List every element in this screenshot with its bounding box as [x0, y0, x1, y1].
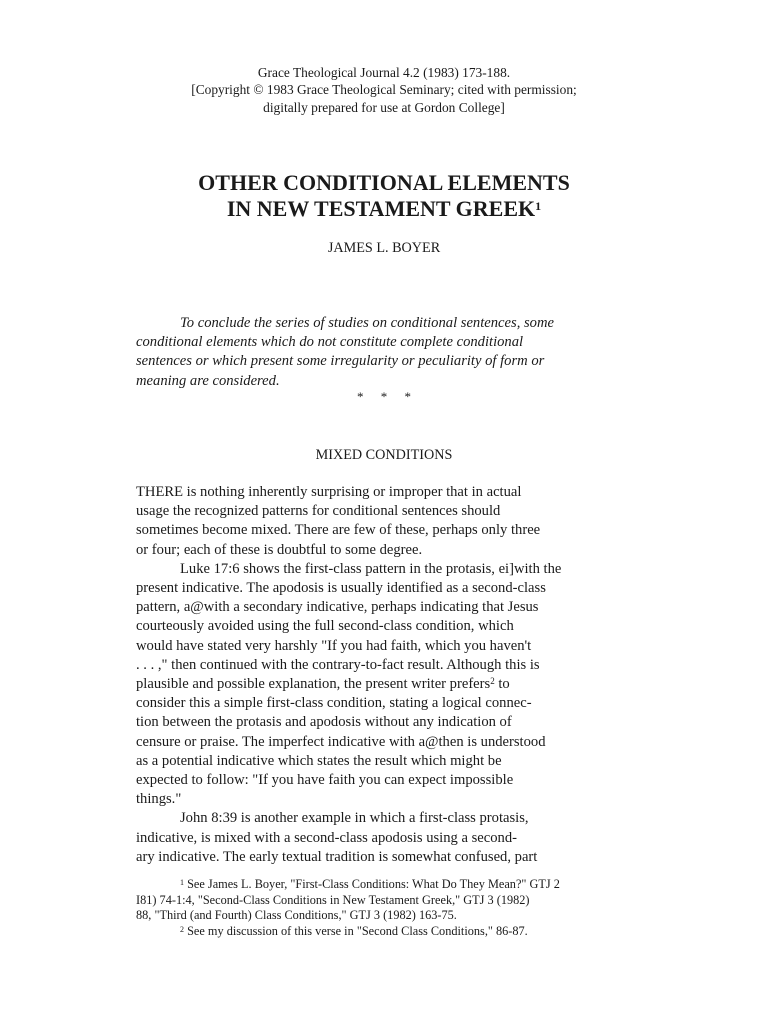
- title-line-2-text: IN NEW TESTAMENT GREEK: [226, 195, 536, 221]
- body-line: tion between the protasis and apodosis without any indication of: [136, 714, 512, 731]
- abstract-line: meaning are considered.: [136, 372, 280, 389]
- title-line-2: [0, 196, 768, 222]
- body-line: usage the recognized patterns for conditional sentences should: [136, 503, 501, 520]
- body-text: [136, 483, 636, 867]
- author-name: JAMES L. BOYER: [327, 240, 441, 256]
- abstract: [136, 314, 636, 391]
- body-line: . . . ," then continued with the contrary-to-fact result. Although this is: [136, 656, 540, 673]
- body-line: censure or praise. The imperfect indicative with a@then is understood: [136, 733, 546, 750]
- body-line-text: to: [494, 676, 510, 693]
- body-line: courteously avoided using the full second-class condition, which: [136, 618, 514, 635]
- section-heading: MIXED CONDITIONS: [315, 447, 453, 463]
- title-line-1: OTHER CONDITIONAL ELEMENTS: [198, 170, 570, 195]
- citation-line-2: [Copyright © 1983 Grace Theological Seminary; cited with permission;: [191, 82, 577, 98]
- body-line: John 8:39 is another example in which a first-class protasis,: [180, 810, 529, 827]
- body-line: as a potential indicative which states the result which might be: [136, 752, 502, 769]
- footnote-text: See my discussion of this verse in "Second Class Conditions," 86-87.: [184, 923, 528, 938]
- footnote-2: [136, 924, 636, 940]
- citation-header: [0, 64, 768, 116]
- citation-line-3: digitally prepared for use at Gordon College]: [263, 99, 505, 115]
- body-line: THERE is nothing inherently surprising or improper that in actual: [136, 484, 522, 500]
- footnote-ref-2[interactable]: 2: [490, 676, 495, 687]
- footnote-2-number: 2: [180, 924, 184, 934]
- body-line: would have stated very harshly "If you had faith, which you haven't: [136, 637, 532, 654]
- body-line: expected to follow: "If you have faith you can expect impossible: [136, 772, 514, 789]
- body-line: or four; each of these is doubtful to some degree.: [136, 541, 423, 558]
- body-line: sometimes become mixed. There are few of these, perhaps only three: [136, 522, 541, 539]
- footnotes: [136, 877, 636, 939]
- abstract-line: conditional elements which do not constitute complete conditional: [136, 334, 524, 351]
- article-title: [0, 170, 768, 221]
- body-line: [136, 675, 636, 694]
- footnote-text: See James L. Boyer, "First-Class Conditions: What Do They Mean?" GTJ 2: [184, 877, 560, 891]
- abstract-line: sentences or which present some irregularity or peculiarity of form or: [136, 353, 545, 370]
- body-line: pattern, a@with a secondary indicative, perhaps indicating that Jesus: [136, 599, 539, 616]
- body-line-text: plausible and possible explanation, the present writer prefers: [136, 676, 491, 693]
- footnote-1: [136, 877, 636, 893]
- body-line: consider this a simple first-class condition, stating a logical connec-: [136, 695, 532, 712]
- title-footnote-ref[interactable]: 1: [535, 198, 542, 213]
- body-line: ary indicative. The early textual tradition is somewhat confused, part: [136, 848, 538, 865]
- body-line: Luke 17:6 shows the first-class pattern in the protasis, ei]with the: [180, 560, 562, 577]
- body-line: present indicative. The apodosis is usually identified as a second-class: [136, 580, 546, 597]
- footnote-line: 88, "Third (and Fourth) Class Conditions," GTJ 3 (1982) 163-75.: [136, 908, 457, 922]
- citation-line-1: Grace Theological Journal 4.2 (1983) 173-188.: [257, 65, 511, 80]
- footnote-line: I81) 74-1:4, "Second-Class Conditions in New Testament Greek," GTJ 3 (1982): [136, 892, 530, 907]
- footnote-1-number: 1: [180, 878, 184, 887]
- abstract-line: To conclude the series of studies on conditional sentences, some: [180, 315, 554, 331]
- section-separator: * * *: [357, 389, 411, 404]
- body-line: indicative, is mixed with a second-class apodosis using a second-: [136, 829, 517, 846]
- body-line: things.": [136, 791, 182, 808]
